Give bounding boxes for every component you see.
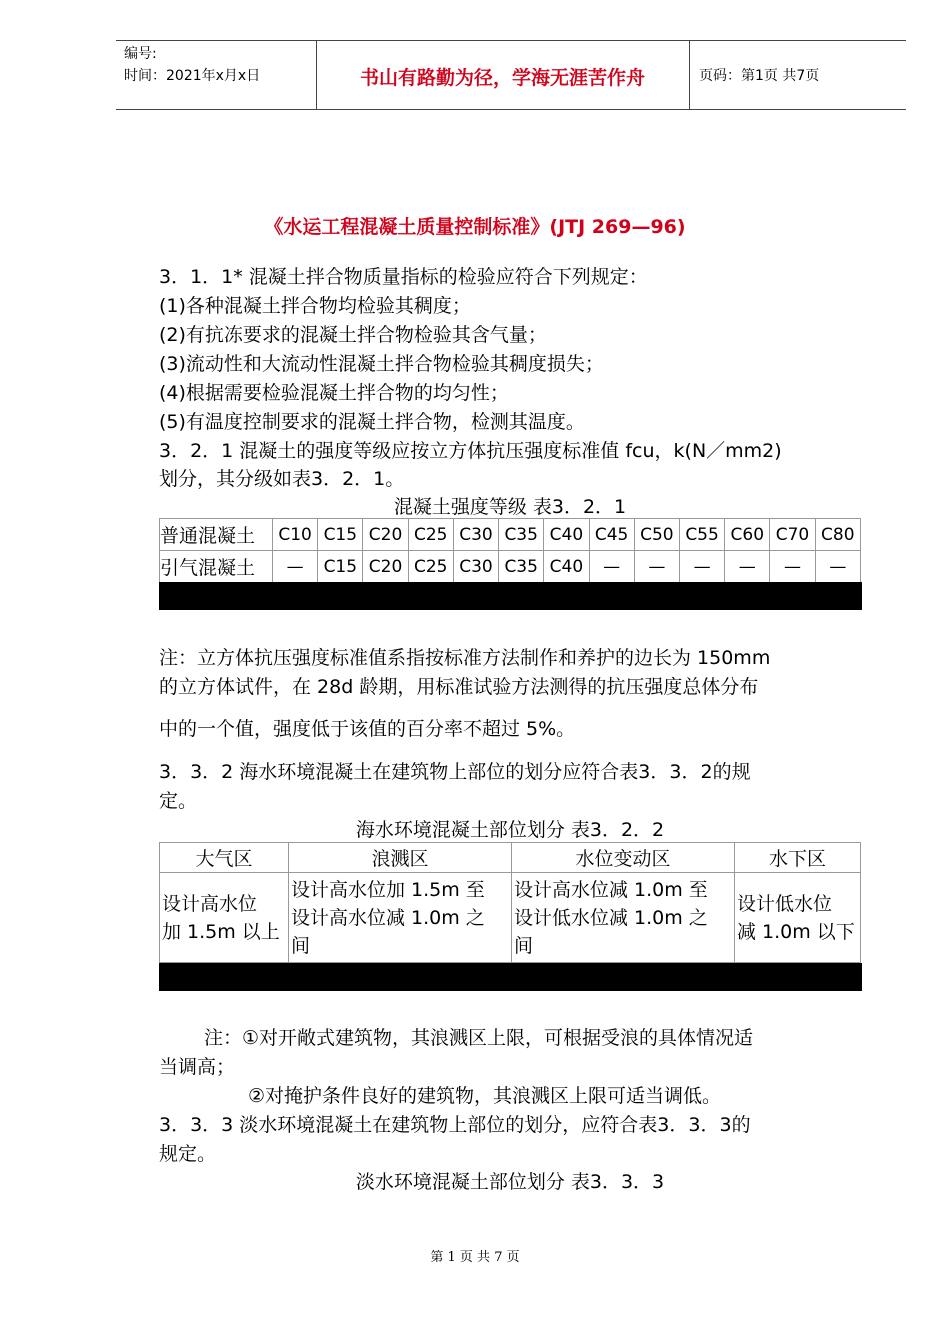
note-line: 注：①对开敞式建筑物，其浪溅区上限，可根据受浪的具体情况适 [204, 1027, 754, 1049]
table-cell: C45 [589, 519, 634, 551]
paragraph: (2)有抗冻要求的混凝土拌合物检验其含气量； [159, 324, 547, 346]
cell-line: 设计高水位减 1.0m 之 [291, 906, 485, 929]
table2-caption: 海水环境混凝土部位划分 表3．2．2 [355, 819, 665, 841]
table-cell: — [273, 551, 318, 583]
paragraph: 3．3．3 淡水环境混凝土在建筑物上部位的划分，应符合表3．3．3的 [159, 1114, 751, 1136]
table-cell: — [725, 551, 770, 583]
table-cell: C15 [318, 551, 363, 583]
table-cell [512, 873, 735, 963]
paragraph: 3．1．1* 混凝土拌合物质量指标的检验应符合下列规定： [159, 266, 648, 288]
note-line: ②对掩护条件良好的建筑物，其浪溅区上限可适当调低。 [248, 1085, 722, 1107]
table-cell [160, 873, 289, 963]
note-line: 当调高； [159, 1056, 236, 1078]
table-header-cell: 水位变动区 [512, 843, 735, 873]
table-black-bar [159, 963, 862, 991]
header-divider [689, 41, 690, 109]
cell-line: 设计低水位减 1.0m 之 [514, 906, 708, 929]
table-black-bar [159, 582, 862, 610]
table-cell: C55 [679, 519, 724, 551]
table-cell: C60 [725, 519, 770, 551]
table-cell: C40 [544, 551, 589, 583]
note-line: 注：立方体抗压强度标准值系指按标准方法制作和养护的边长为 150mm [159, 647, 771, 669]
table-cell: — [679, 551, 724, 583]
paragraph: 3．3．2 海水环境混凝土在建筑物上部位的划分应符合表3．3．2的规 [159, 761, 751, 783]
table-cell: — [770, 551, 815, 583]
note-line: 的立方体试件，在 28d 龄期，用标准试验方法测得的抗压强度总体分布 [159, 676, 759, 698]
table-cell: C40 [544, 519, 589, 551]
table-cell: — [634, 551, 679, 583]
table-cell: C20 [363, 519, 408, 551]
table-cell [735, 873, 861, 963]
cell-line: 减 1.0m 以下 [737, 920, 855, 943]
table-header-cell: 水下区 [735, 843, 861, 873]
table-cell: C15 [318, 519, 363, 551]
page-header [116, 40, 906, 110]
cell-line: 设计高水位减 1.0m 至 [514, 878, 708, 901]
table-cell: C30 [453, 551, 498, 583]
header-motto: 书山有路勤为径，学海无涯苦作舟 [359, 67, 645, 89]
table-cell: C70 [770, 519, 815, 551]
serial-label: 编号: [124, 46, 157, 62]
table-cell: — [815, 551, 860, 583]
table-cell: C35 [499, 551, 544, 583]
table-cell: 普通混凝土 [160, 519, 273, 551]
header-meta [124, 43, 260, 87]
paragraph: (3)流动性和大流动性混凝土拌合物检验其稠度损失； [159, 353, 604, 375]
doc-title: 《水运工程混凝土质量控制标准》(JTJ 269—96) [264, 216, 686, 238]
table-cell: C25 [408, 519, 453, 551]
paragraph: (1)各种混凝土拌合物均检验其稠度； [159, 295, 471, 317]
table-cell: C30 [453, 519, 498, 551]
table-cell: — [589, 551, 634, 583]
table-cell: C35 [499, 519, 544, 551]
cell-line: 间 [514, 934, 534, 957]
table1-caption: 混凝土强度等级 表3．2．1 [393, 496, 627, 518]
table-cell: 引气混凝土 [160, 551, 273, 583]
table-cell: C20 [363, 551, 408, 583]
table-row [160, 519, 861, 551]
paragraph: 划分，其分级如表3．2．1。 [159, 468, 405, 490]
header-page-label: 页码：第1页 共7页 [699, 68, 820, 84]
table-cell [289, 873, 512, 963]
paragraph: 规定。 [159, 1143, 217, 1165]
table-header-cell: 大气区 [160, 843, 289, 873]
table-row [160, 873, 861, 963]
cell-line: 设计低水位 [737, 892, 833, 915]
strength-grade-table [159, 518, 861, 583]
cell-line: 设计高水位加 1.5m 至 [291, 878, 485, 901]
table-header-row [160, 843, 861, 873]
table-cell: C80 [815, 519, 860, 551]
table-header-cell: 浪溅区 [289, 843, 512, 873]
paragraph: 3．2．1 混凝土的强度等级应按立方体抗压强度标准值 fcu，k(N／mm2) [159, 440, 782, 462]
table-cell: C10 [273, 519, 318, 551]
paragraph: 定。 [159, 790, 198, 812]
time-label: 时间：2021年x月x日 [124, 68, 261, 84]
table-cell: C25 [408, 551, 453, 583]
note-line: 中的一个值，强度低于该值的百分率不超过 5%。 [159, 718, 576, 740]
paragraph: (4)根据需要检验混凝土拌合物的均匀性； [159, 382, 509, 404]
table-cell: C50 [634, 519, 679, 551]
cell-line: 设计高水位 [162, 892, 258, 915]
cell-line: 间 [291, 934, 311, 957]
seawater-zone-table [159, 842, 861, 963]
page-footer: 第 1 页 共 7 页 [430, 1250, 520, 1265]
table3-caption: 淡水环境混凝土部位划分 表3．3．3 [355, 1171, 665, 1193]
paragraph: (5)有温度控制要求的混凝土拌合物，检测其温度。 [159, 411, 585, 433]
cell-line: 加 1.5m 以上 [162, 920, 280, 943]
table-row [160, 551, 861, 583]
